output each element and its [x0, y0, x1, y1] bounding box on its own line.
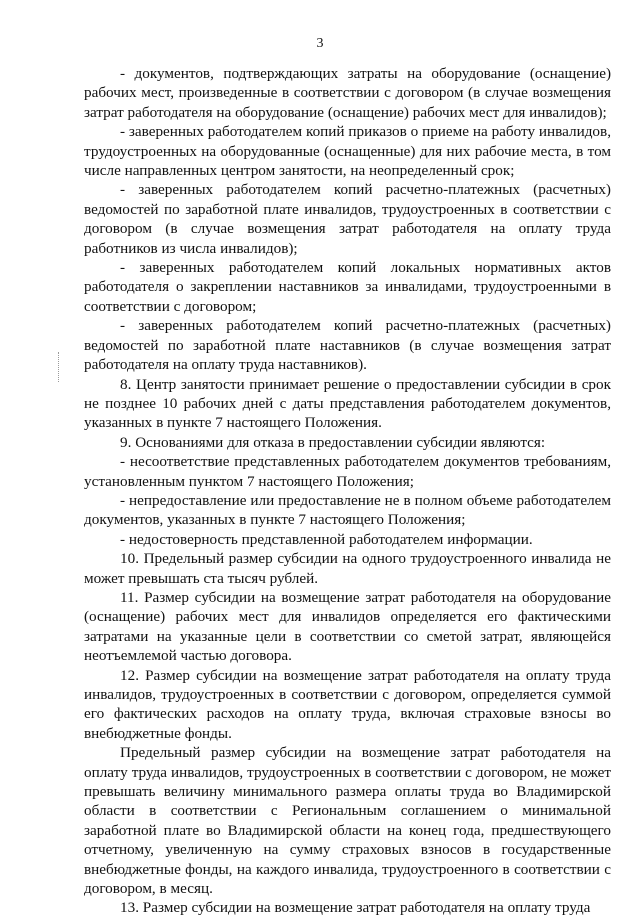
paragraph: 9. Основаниями для отказа в предоставлении субсидии являются:: [120, 433, 546, 451]
paragraph: 11. Размер субсидии на возмещение затрат работодателя на оборудование (оснащение) рабочих мест для инвалидов определяется его фактическими затратами на указанные цели в соответствии со сметой затрат, являющейся неотъемлемой частью договора.: [84, 588, 611, 665]
document-body: [84, 64, 611, 918]
paragraph: - заверенных работодателем копий расчетно-платежных (расчетных) ведомостей по заработной плате инвалидов, трудоустроенных в соответствии с договором (в случае возмещения затрат работодателя на оплату труда работников из числа инвалидов);: [84, 181, 611, 257]
paragraph: - непредоставление или предоставление не в полном объеме работодателем документов, указанных в пункте 7 настоящего Положения;: [84, 491, 611, 529]
paragraph: - заверенных работодателем копий локальных нормативных актов работодателя о закреплении наставников за инвалидами, трудоустроенными в соответствии с договором;: [84, 259, 611, 315]
paragraph: 8. Центр занятости принимает решение о предоставлении субсидии в срок не позднее 10 рабочих дней с даты представления работодателем документов, указанных в пункте 7 настоящего Положения.: [84, 375, 611, 432]
paragraph: 13. Размер субсидии на возмещение затрат работодателя на оплату труда: [120, 899, 591, 917]
paragraph: - несоответствие представленных работодателем документов требованиям, установленным пунктом 7 настоящего Положения;: [84, 453, 611, 490]
margin-marks: [58, 352, 63, 382]
paragraph: - заверенных работодателем копий приказов о приеме на работу инвалидов, трудоустроенных на оборудованные (оснащенные) для них рабочие места, в том числе направленных центром занятости, на неопределенный срок;: [84, 123, 611, 180]
paragraph: - документов, подтверждающих затраты на оборудование (оснащение) рабочих мест, произведенные в соответствии с договором (в случае возмещения затрат работодателя на оборудование (оснащение) рабочих мест для инвалидов);: [84, 65, 611, 121]
paragraph: 10. Предельный размер субсидии на одного трудоустроенного инвалида не может превышать ста тысяч рублей.: [84, 550, 611, 587]
paragraph: - недостоверность представленной работодателем информации.: [120, 530, 533, 548]
page-number: 3: [316, 36, 324, 51]
paragraph: Предельный размер субсидии на возмещение затрат работодателя на оплату труда инвалидов, трудоустроенных в соответствии с договором, не может превышать величину минимального размера оплаты труда во Владимирской области в соответствии с Региональным соглашением о минимальной заработной плате во Владимирской области на конец года, предшествующего отчетному, увеличенную на сумму страховых взносов в государственные внебюджетные фонды, на каждого инвалида, трудоустроенного в соответствии с договором, в месяц.: [84, 744, 611, 898]
paragraph: 12. Размер субсидии на возмещение затрат работодателя на оплату труда инвалидов, трудоустроенных в соответствии с договором, определяется суммой его фактических расходов на оплату труда, включая страховые взносы во внебюджетные фонды.: [84, 666, 611, 742]
paragraph: - заверенных работодателем копий расчетно-платежных (расчетных) ведомостей по заработной плате наставников (в случае возмещения затрат работодателя на оплату труда наставников).: [84, 317, 611, 374]
